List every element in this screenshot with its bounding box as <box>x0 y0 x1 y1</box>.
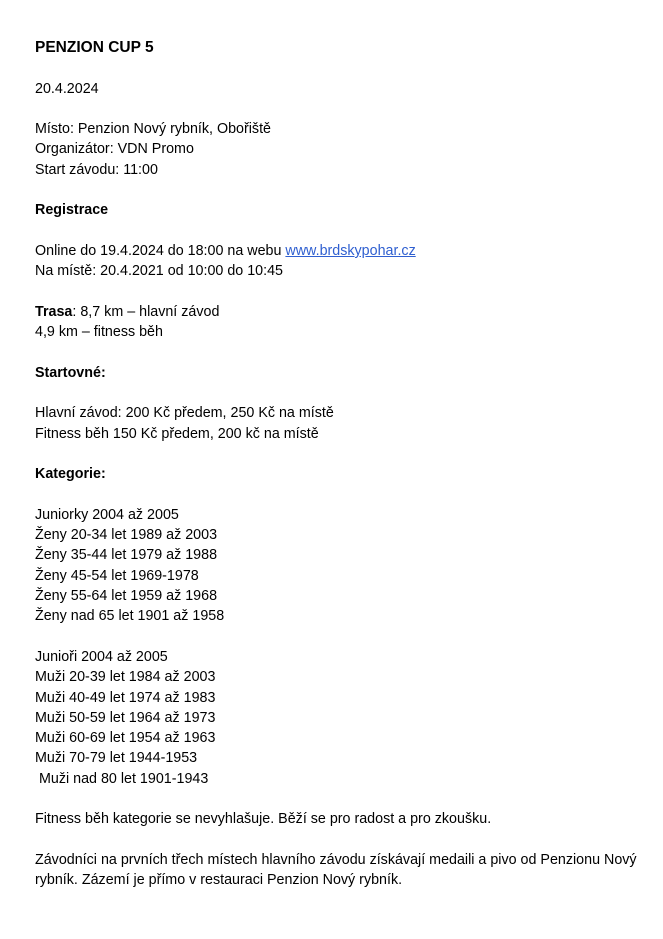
spacer <box>35 830 645 850</box>
event-place: Místo: Penzion Nový rybník, Obořiště <box>35 121 271 138</box>
category-men-item: Muži 20-39 let 1984 až 2003 <box>35 669 216 686</box>
event-start: Start závodu: 11:00 <box>35 161 158 178</box>
spacer <box>35 58 645 78</box>
fee-main: Hlavní závod: 200 Kč předem, 250 Kč na místě <box>35 405 334 422</box>
category-women-item: Ženy 35-44 let 1979 až 1988 <box>35 547 218 564</box>
category-women-item: Ženy 45-54 let 1969-1978 <box>35 567 199 584</box>
spacer <box>35 180 645 200</box>
category-women-item: Ženy 55-64 let 1959 až 1968 <box>35 588 218 605</box>
category-women-item: Ženy nad 65 let 1901 až 1958 <box>35 608 225 625</box>
categories-heading: Kategorie: <box>35 466 106 483</box>
route-main <box>35 302 645 322</box>
fee-fitness: Fitness běh 150 Kč předem, 200 kč na místě <box>35 425 319 442</box>
category-men-item: Muži 60-69 let 1954 až 1963 <box>35 730 216 747</box>
document-title: PENZION CUP 5 <box>35 39 154 56</box>
registration-onsite: Na místě: 20.4.2021 od 10:00 do 10:45 <box>35 263 283 280</box>
route-label: Trasa <box>35 303 73 320</box>
registration-online <box>35 241 645 261</box>
event-date: 20.4.2024 <box>35 80 99 97</box>
registration-link[interactable]: www.brdskypohar.cz <box>285 242 416 259</box>
awards-note: Závodníci na prvních třech místech hlavního závodu získávají medaili a pivo od Penzionu Nový rybník. Zázemí je přímo v restauraci Penzion Nový rybník. <box>35 851 637 889</box>
route-fitness: 4,9 km – fitness běh <box>35 324 163 341</box>
spacer <box>35 383 645 403</box>
fee-heading: Startovné: <box>35 364 106 381</box>
category-men-item: Muži 50-59 let 1964 až 1973 <box>35 709 216 726</box>
category-men-item: Muži nad 80 let 1901-1943 <box>39 770 209 787</box>
category-men-item: Junioři 2004 až 2005 <box>35 648 168 665</box>
event-organizer: Organizátor: VDN Promo <box>35 141 194 158</box>
category-men-item: Muži 70-79 let 1944-1953 <box>35 750 198 767</box>
spacer <box>35 789 645 809</box>
registration-heading: Registrace <box>35 202 109 219</box>
category-women-item: Juniorky 2004 až 2005 <box>35 506 179 523</box>
spacer <box>35 221 645 241</box>
spacer <box>35 485 645 505</box>
category-men-item: Muži 40-49 let 1974 až 1983 <box>35 689 216 706</box>
spacer <box>35 627 645 647</box>
registration-online-text: Online do 19.4.2024 do 18:00 na webu <box>35 242 286 259</box>
route-main-text: : 8,7 km – hlavní závod <box>72 303 220 320</box>
fitness-note: Fitness běh kategorie se nevyhlašuje. Běží se pro radost a pro zkoušku. <box>35 811 492 828</box>
spacer <box>35 444 645 464</box>
spacer <box>35 282 645 302</box>
category-women-item: Ženy 20-34 let 1989 až 2003 <box>35 527 218 544</box>
spacer <box>35 342 645 362</box>
document-page <box>35 38 645 890</box>
spacer <box>35 99 645 119</box>
